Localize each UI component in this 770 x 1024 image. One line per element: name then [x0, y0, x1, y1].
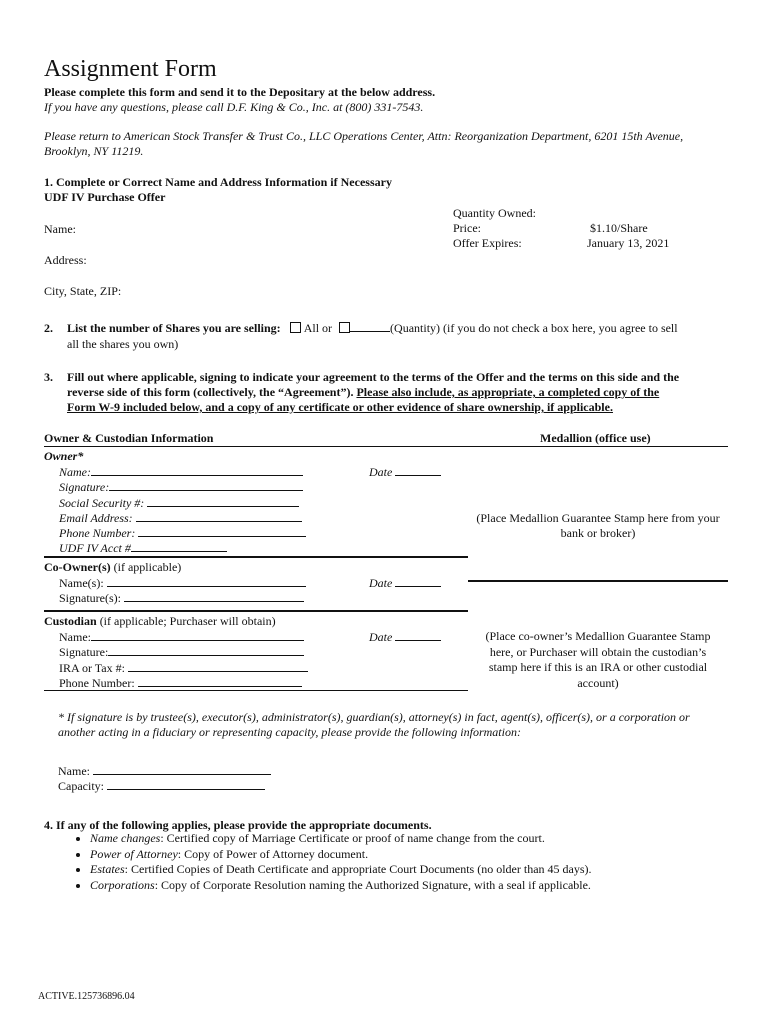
- section3-line2-a: reverse side of this form (collectively, the “Agreement”).: [67, 385, 354, 399]
- section1-heading: 1. Complete or Correct Name and Address Information if Necessary: [44, 175, 392, 189]
- coowner-section-rule: [44, 610, 468, 612]
- section2-line2: all the shares you own): [67, 337, 179, 351]
- custodian-date-row[interactable]: Date: [369, 630, 441, 645]
- owner-info-header: Owner & Custodian Information: [44, 431, 214, 445]
- section4-heading: 4. If any of the following applies, please provide the appropriate documents.: [44, 818, 432, 832]
- section3-line1: Fill out where applicable, signing to indicate your agreement to the terms of the Offer and the terms on this side and the: [67, 370, 680, 384]
- section2-text: List the number of Shares you are selling:: [67, 321, 281, 335]
- section2-row: [67, 321, 678, 336]
- header-rule: [44, 446, 728, 447]
- fiduciary-note-line2: another acting in a fiduciary or representing capacity, please provide the following information:: [58, 725, 521, 739]
- coowner-date-row[interactable]: Date: [369, 576, 441, 591]
- return-address-line1: Please return to American Stock Transfer & Trust Co., LLC Operations Center, Attn: Reorganization Department, 6201 15th Avenue,: [44, 129, 684, 143]
- fiduciary-name-row[interactable]: Name:: [58, 764, 271, 779]
- section3-line2: [67, 385, 659, 400]
- intro-contact: If you have any questions, please call D.F. King & Co., Inc. at (800) 331-7543.: [44, 100, 424, 114]
- section2-number: 2.: [44, 321, 53, 335]
- owner-section-rule: [44, 556, 468, 558]
- owner-acct-row[interactable]: UDF IV Acct #: [59, 541, 227, 556]
- offer-name: UDF IV Purchase Offer: [44, 190, 166, 204]
- document-footer-id: ACTIVE.125736896.04: [38, 991, 135, 1002]
- fiduciary-note-line1: * If signature is by trustee(s), executor(s), administrator(s), guardian(s), attorney(s) in fact, agent(s), officer(s), or a corporation or: [58, 710, 690, 724]
- offer-expires-label: Offer Expires:: [453, 236, 522, 250]
- custodian-heading: Custodian (if applicable; Purchaser will obtain): [44, 614, 276, 628]
- list-item: • Name changes: Certified copy of Marriage Certificate or proof of name change from the court.: [90, 831, 750, 847]
- return-address-line2: Brooklyn, NY 11219.: [44, 144, 144, 158]
- quantity-input[interactable]: [350, 331, 390, 332]
- address-field-label[interactable]: Address:: [44, 253, 87, 267]
- owner-date-row[interactable]: Date: [369, 465, 441, 480]
- owner-ssn-row[interactable]: Social Security #:: [59, 496, 299, 511]
- coowner-name-row[interactable]: Name(s):: [59, 576, 306, 591]
- medallion-header: Medallion (office use): [540, 431, 651, 445]
- owner-email-row[interactable]: Email Address:: [59, 511, 302, 526]
- quantity-checkbox[interactable]: [339, 322, 350, 333]
- quantity-owned-label: Quantity Owned:: [453, 206, 536, 220]
- intro-instruction: Please complete this form and send it to the Depositary at the below address.: [44, 85, 436, 99]
- quantity-suffix: (Quantity) (if you do not check a box here, you agree to sell: [390, 321, 678, 335]
- price-value: $1.10/Share: [590, 221, 648, 235]
- city-state-zip-field-label[interactable]: City, State, ZIP:: [44, 284, 122, 298]
- list-item: • Estates: Certified Copies of Death Certificate and appropriate Court Documents (no older than 45 days).: [90, 862, 750, 878]
- coowner-signature-row[interactable]: Signature(s):: [59, 591, 304, 606]
- owner-heading: Owner*: [44, 449, 84, 463]
- fiduciary-capacity-row[interactable]: Capacity:: [58, 779, 265, 794]
- section3-number: 3.: [44, 370, 53, 384]
- custodian-name-row[interactable]: Name:: [59, 630, 304, 645]
- owner-signature-row[interactable]: Signature:: [59, 480, 303, 495]
- table-bottom-rule: [44, 690, 468, 691]
- list-item: • Corporations: Copy of Corporate Resolution naming the Authorized Signature, with a seal if applicable.: [90, 878, 750, 894]
- medallion-divider-rule: [468, 580, 728, 582]
- owner-name-row[interactable]: Name:: [59, 465, 303, 480]
- custodian-phone-row[interactable]: Phone Number:: [59, 676, 302, 691]
- custodian-ira-row[interactable]: IRA or Tax #:: [59, 661, 308, 676]
- custodian-signature-row[interactable]: Signature:: [59, 645, 304, 660]
- list-item: • Power of Attorney: Copy of Power of Attorney document.: [90, 847, 750, 863]
- coowner-medallion-stamp-area: (Place co-owner’s Medallion Guarantee Stamp here, or Purchaser will obtain the custodian’s stamp here if this is an IRA or other custodial account): [485, 629, 711, 690]
- form-title: Assignment Form: [44, 56, 217, 82]
- owner-phone-row[interactable]: Phone Number:: [59, 526, 306, 541]
- all-shares-checkbox[interactable]: [290, 322, 301, 333]
- section3-line3: Form W-9 included below, and a copy of any certificate or other evidence of share ownership, if applicable.: [67, 400, 613, 414]
- coowner-heading: Co-Owner(s) (if applicable): [44, 560, 182, 574]
- all-or-label: All or: [303, 321, 333, 335]
- required-documents-list: [62, 831, 750, 893]
- name-field-label[interactable]: Name:: [44, 222, 76, 236]
- price-label: Price:: [453, 221, 481, 235]
- section3-line2-b: Please also include, as appropriate, a completed copy of the: [356, 385, 660, 399]
- owner-medallion-stamp-area: (Place Medallion Guarantee Stamp here from your bank or broker): [476, 511, 720, 540]
- offer-expires-value: January 13, 2021: [587, 236, 670, 250]
